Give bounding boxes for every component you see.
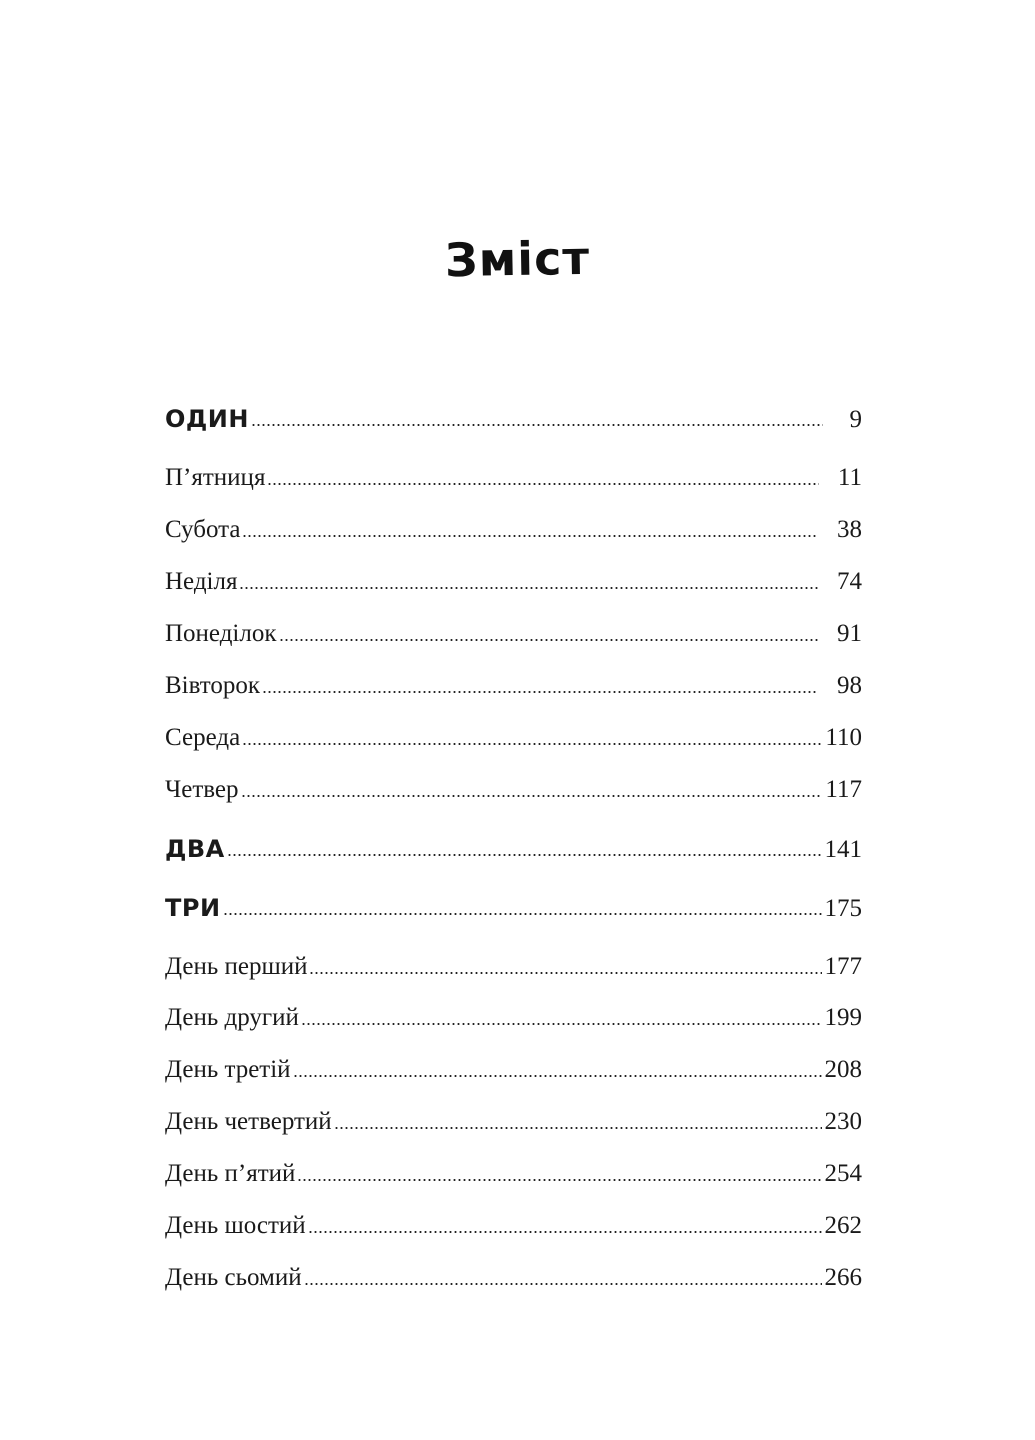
toc-entry-page: 11 (837, 464, 862, 491)
toc-entry[interactable] (165, 402, 862, 436)
toc-entry[interactable] (165, 1053, 862, 1087)
toc-entry-page: 117 (825, 776, 862, 803)
dot-leader (242, 534, 818, 538)
toc-entry-label: Вівторок (165, 672, 261, 699)
toc-entry-label: П’ятниця (165, 464, 266, 491)
dot-leader (293, 1074, 822, 1078)
toc-entry-page: 262 (824, 1212, 862, 1239)
toc-entry-label: ОДИН (165, 405, 249, 433)
page-title: Зміст (444, 230, 591, 288)
toc-entry[interactable] (165, 1209, 862, 1243)
dot-leader (241, 794, 823, 798)
dot-leader (308, 1230, 822, 1234)
toc-entry-label: День шостий (165, 1212, 306, 1239)
toc-entry[interactable] (165, 1261, 862, 1295)
dot-leader (262, 690, 818, 694)
dot-leader (309, 971, 821, 975)
toc-entry[interactable] (165, 773, 862, 807)
dot-leader (251, 423, 823, 427)
toc-entry[interactable] (165, 461, 862, 495)
toc-entry-page: 175 (824, 895, 862, 922)
dot-leader (267, 482, 818, 486)
toc-entry-label: День другий (165, 1004, 299, 1031)
toc-entry-page: 98 (837, 672, 862, 699)
dot-leader (301, 1022, 822, 1026)
toc-entry-label: Неділя (165, 568, 238, 595)
toc-entry-label: День третій (165, 1056, 291, 1083)
toc-entry-page: 141 (824, 836, 862, 863)
toc-entry-page: 110 (825, 724, 862, 751)
toc-entry[interactable] (165, 617, 862, 651)
toc-entry[interactable] (165, 565, 862, 599)
toc-entry[interactable] (165, 721, 862, 755)
toc-entry-page: 177 (824, 953, 862, 980)
toc-entry-label: Середа (165, 724, 241, 751)
dot-leader (223, 912, 822, 916)
toc-entry-page: 38 (837, 516, 862, 543)
toc-entry[interactable] (165, 1105, 862, 1139)
dot-leader (297, 1178, 821, 1182)
dot-leader (334, 1126, 822, 1130)
toc-entry[interactable] (165, 1157, 862, 1191)
toc-entry-label: День перший (165, 953, 308, 980)
toc-entry[interactable] (165, 1001, 862, 1035)
dot-leader (279, 638, 819, 642)
toc-entry-label: День сьомий (165, 1264, 302, 1291)
toc-entry-label: Четвер (165, 776, 239, 803)
toc-entry-page: 266 (824, 1264, 862, 1291)
toc-entry-page: 230 (824, 1108, 862, 1135)
toc-entry-label: Понеділок (165, 620, 277, 647)
toc-entry-page: 254 (824, 1160, 862, 1187)
toc-entry-label: День п’ятий (165, 1160, 296, 1187)
toc-entry[interactable] (165, 513, 862, 547)
toc-entry-page: 74 (837, 568, 862, 595)
toc-entry[interactable] (165, 891, 862, 925)
dot-leader (242, 742, 822, 746)
toc-entry-page: 208 (824, 1056, 862, 1083)
dot-leader (227, 853, 822, 857)
toc-entry-page: 91 (837, 620, 862, 647)
toc-entry[interactable] (165, 950, 862, 984)
toc-entry-label: Субота (165, 516, 241, 543)
toc-entry-label: ТРИ (165, 894, 221, 922)
toc-entry-page: 199 (824, 1004, 862, 1031)
toc-entry-label: День четвертий (165, 1108, 332, 1135)
toc-entry[interactable] (165, 832, 862, 866)
toc-entry-label: ДВА (165, 835, 225, 863)
toc-entry[interactable] (165, 669, 862, 703)
dot-leader (304, 1282, 822, 1286)
toc-entry-page: 9 (849, 406, 862, 433)
dot-leader (239, 586, 818, 590)
